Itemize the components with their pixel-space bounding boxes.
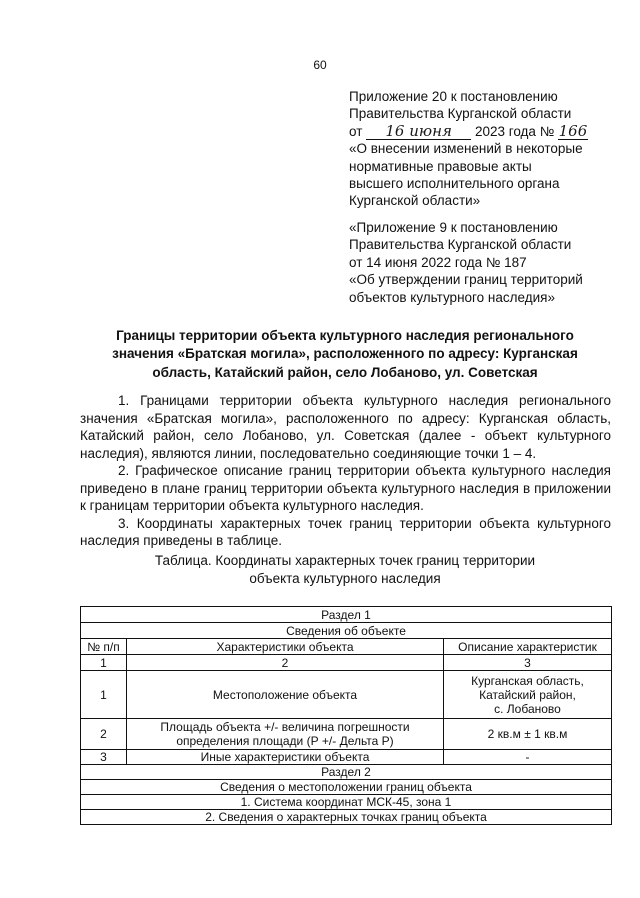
row-number: 3 <box>81 750 127 765</box>
date-year: 2023 года № <box>474 123 555 139</box>
appendix-line: «Об утверждении границ территорий <box>349 272 583 288</box>
page-number: 60 <box>313 58 327 72</box>
header-cell: Описание характеристик <box>444 639 612 655</box>
table-row <box>81 719 612 750</box>
table-row <box>81 671 612 719</box>
characteristic-cell: Иные характеристики объекта <box>127 750 444 765</box>
appendix-line: объектов культурного наследия» <box>349 289 555 305</box>
document-body <box>80 392 611 550</box>
table-row <box>81 655 612 671</box>
appendix-line: нормативные правовые акты <box>349 158 532 174</box>
paragraph-3: 3. Координаты характерных точек границ территории объекта культурного наследия приведены в таблице. <box>80 515 611 548</box>
description-cell: - <box>444 750 612 765</box>
appendix-header-2 <box>349 219 634 306</box>
column-number: 3 <box>444 655 612 671</box>
table-row <box>81 750 612 765</box>
appendix-line: Правительства Курганской области <box>349 106 572 122</box>
coordinate-system: 1. Система координат МСК-45, зона 1 <box>81 795 612 810</box>
appendix-date-line <box>349 123 634 140</box>
section-heading: Раздел 2 <box>81 765 612 780</box>
paragraph-2: 2. Графическое описание границ территории объекта культурного наследия приведено в плане границ территории объекта культурного наследия в приложении к границам территории объекта культурного наследия. <box>80 463 611 513</box>
document-title: Границы территории объекта культурного наследия регионального значения «Братская могила», расположенного по адресу: Курганская область, Катайский район, село Лобаново, ул. Советская <box>112 328 578 380</box>
appendix-line: Приложение 20 к постановлению <box>349 89 558 104</box>
date-prefix: от <box>349 123 363 139</box>
column-number: 1 <box>81 655 127 671</box>
column-number: 2 <box>127 655 444 671</box>
characteristic-cell: Площадь объекта +/- величина погрешности определения площади (Р +/- Дельта Р) <box>127 719 444 750</box>
table-row <box>81 810 612 825</box>
table-row <box>81 780 612 795</box>
section-subheading: Сведения о местоположении границ объекта <box>81 780 612 795</box>
appendix-line: высшего исполнительного органа <box>349 176 560 192</box>
table-header-row <box>81 639 612 655</box>
table-row <box>81 765 612 780</box>
appendix-header <box>349 88 634 210</box>
row-number: 1 <box>81 671 127 719</box>
header-cell: Характеристики объекта <box>127 639 444 655</box>
appendix-line: Курганской области» <box>349 193 481 209</box>
handwritten-number: 166 <box>558 121 588 140</box>
appendix-line: «Приложение 9 к постановлению <box>349 220 558 235</box>
paragraph-1: 1. Границами территории объекта культурного наследия регионального значения «Братская могила», расположенного по адресу: Курганская область, Катайский район, село Лобаново, ул. Советская (далее - объект культурного наследия), являются линии, последовательно соединяющие точки 1 – 4. <box>80 393 611 461</box>
section-heading: Раздел 1 <box>81 607 612 623</box>
table-caption: Таблица. Координаты характерных точек границ территории объекта культурного наследия <box>154 553 536 586</box>
table-row <box>81 795 612 810</box>
description-cell: Курганская область, Катайский район, с. Лобаново <box>444 671 612 719</box>
appendix-line: «О внесении изменений в некоторые <box>349 141 583 157</box>
description-cell: 2 кв.м ± 1 кв.м <box>444 719 612 750</box>
points-heading: 2. Сведения о характерных точках границ объекта <box>81 810 612 825</box>
coordinates-table <box>80 606 612 825</box>
table-row <box>81 623 612 639</box>
row-number: 2 <box>81 719 127 750</box>
section-subheading: Сведения об объекте <box>81 623 612 639</box>
characteristic-cell: Местоположение объекта <box>127 671 444 719</box>
appendix-line: от 14 июня 2022 года № 187 <box>349 254 527 270</box>
appendix-line: Правительства Курганской области <box>349 237 572 253</box>
handwritten-date: 16 июня <box>366 124 471 140</box>
table-row <box>81 607 612 623</box>
header-cell: № п/п <box>81 639 127 655</box>
